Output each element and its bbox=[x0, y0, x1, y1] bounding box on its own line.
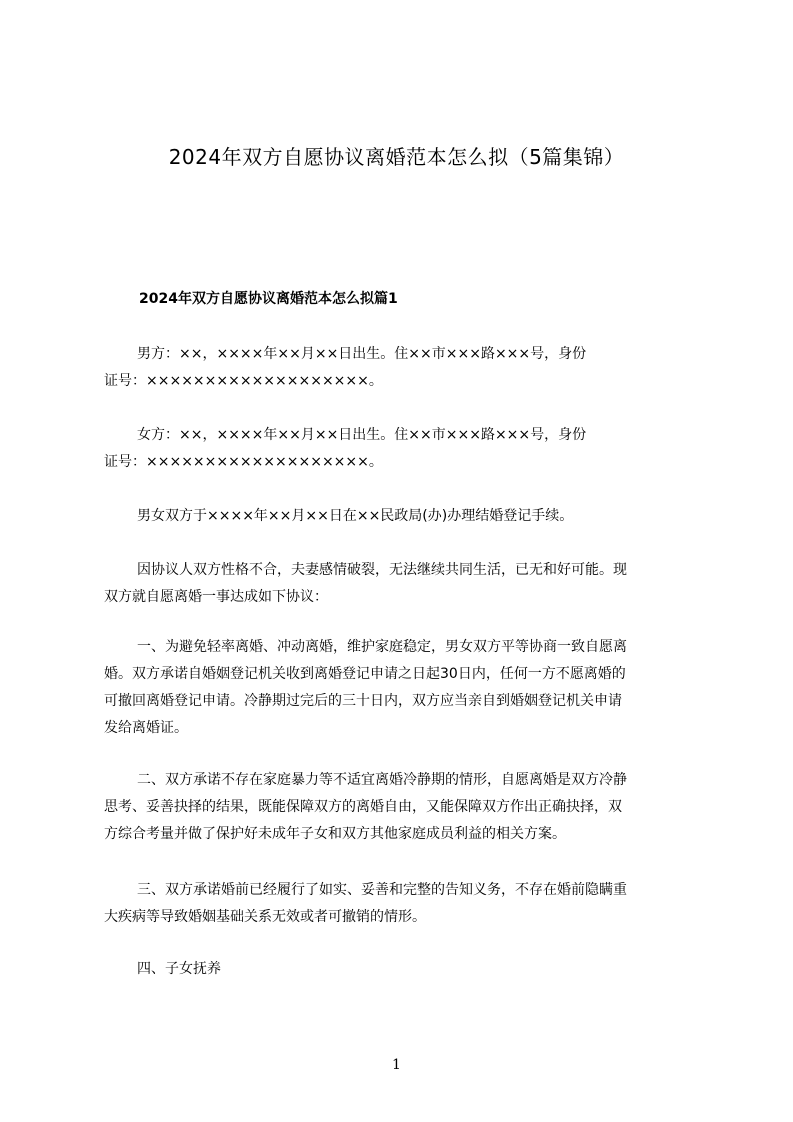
paragraph-clause-four bbox=[104, 956, 704, 983]
paragraph-line: 男方：××，××××年××月××日出生。住××市×××路×××号，身份 bbox=[137, 346, 587, 362]
paragraph-line: 证号：×××××××××××××××××××。 bbox=[104, 454, 383, 470]
paragraph-line: 可撤回离婚登记申请。冷静期过完后的三十日内，双方应当亲自到婚姻登记机关申请 bbox=[104, 693, 622, 709]
paragraph-line: 方综合考量并做了保护好未成年子女和双方其他家庭成员利益的相关方案。 bbox=[104, 826, 566, 842]
paragraph-line: 一、为避免轻率离婚、冲动离婚，维护家庭稳定，男女双方平等协商一致自愿离 bbox=[137, 639, 627, 655]
paragraph-line: 四、子女抚养 bbox=[137, 961, 221, 977]
paragraph-line: 大疾病等导致婚姻基础关系无效或者可撤销的情形。 bbox=[104, 909, 426, 925]
paragraph-clause-one bbox=[104, 634, 704, 742]
paragraph-line: 女方：××，××××年××月××日出生。住××市×××路×××号，身份 bbox=[137, 427, 587, 443]
paragraph-divorce-reason bbox=[104, 557, 704, 611]
paragraph-male-party bbox=[104, 341, 704, 395]
document-title: 2024年双方自愿协议离婚范本怎么拟（5篇集锦） bbox=[168, 145, 625, 169]
paragraph-clause-two bbox=[104, 767, 704, 848]
paragraph-line: 因协议人双方性格不合，夫妻感情破裂，无法继续共同生活，已无和好可能。现 bbox=[137, 562, 627, 578]
paragraph-line: 发给离婚证。 bbox=[104, 720, 188, 736]
paragraph-line: 证号：×××××××××××××××××××。 bbox=[104, 373, 383, 389]
section-heading: 2024年双方自愿协议离婚范本怎么拟篇1 bbox=[139, 291, 398, 307]
paragraph-line: 二、双方承诺不存在家庭暴力等不适宜离婚冷静期的情形，自愿离婚是双方冷静 bbox=[137, 772, 627, 788]
paragraph-line: 婚。双方承诺自婚姻登记机关收到离婚登记申请之日起30日内，任何一方不愿离婚的 bbox=[104, 666, 626, 682]
paragraph-line: 男女双方于××××年××月××日在××民政局(办)办理结婚登记手续。 bbox=[137, 508, 574, 524]
paragraph-line: 三、双方承诺婚前已经履行了如实、妥善和完整的告知义务，不存在婚前隐瞒重 bbox=[137, 882, 627, 898]
page-number: 1 bbox=[392, 1057, 401, 1073]
paragraph-female-party bbox=[104, 422, 704, 476]
paragraph-line: 双方就自愿离婚一事达成如下协议： bbox=[104, 589, 328, 605]
paragraph-line: 思考、妥善抉择的结果，既能保障双方的离婚自由，又能保障双方作出正确抉择，双 bbox=[104, 799, 622, 815]
paragraph-marriage-registration bbox=[104, 503, 704, 530]
paragraph-clause-three bbox=[104, 877, 704, 931]
